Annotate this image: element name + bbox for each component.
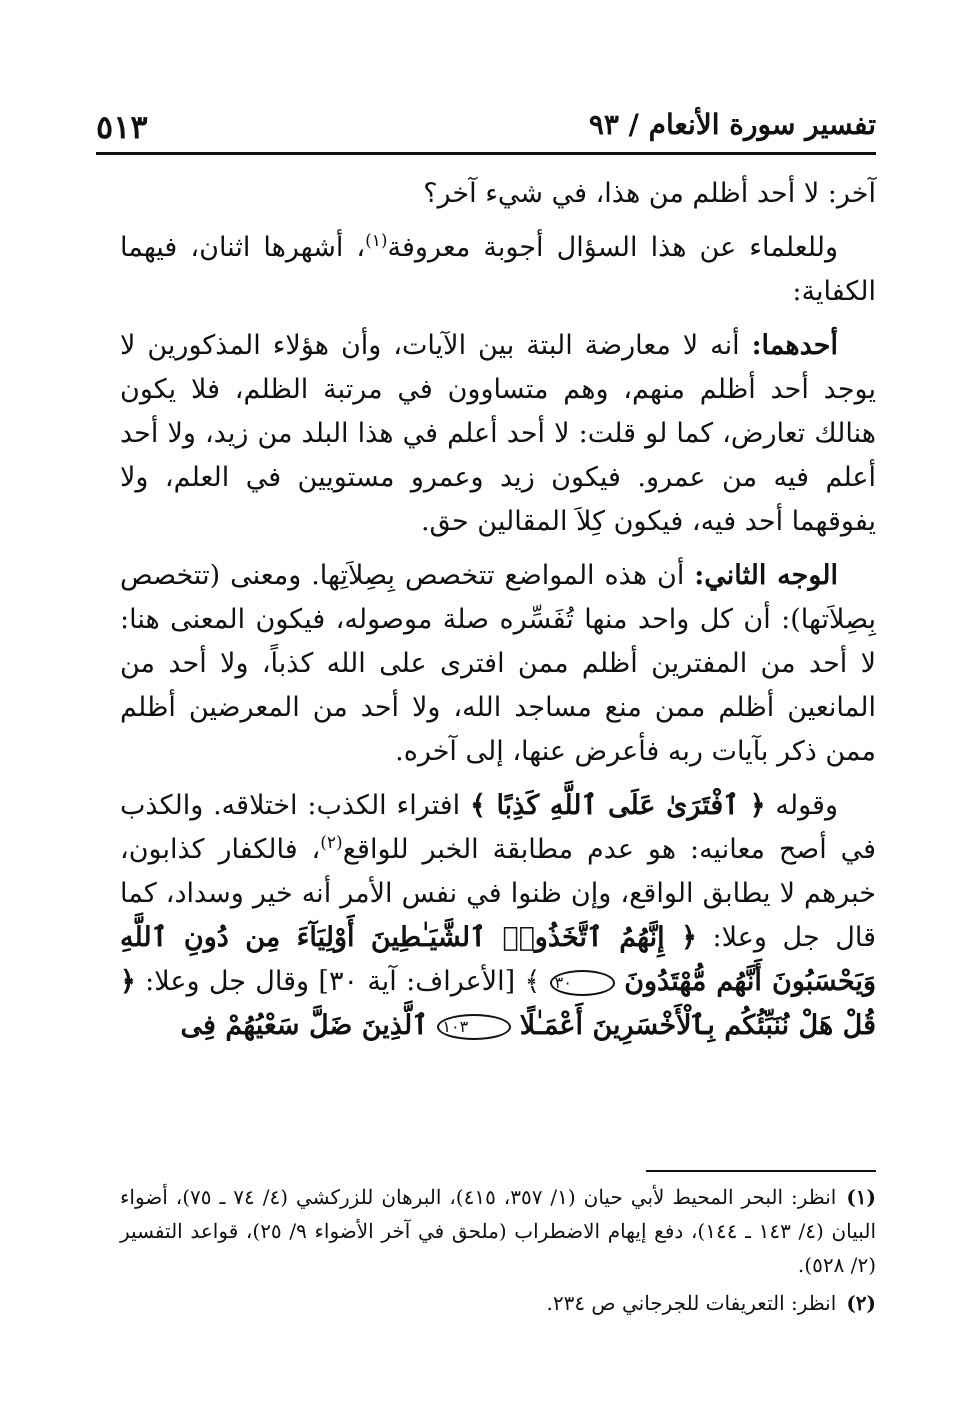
- footnote-number: (٢): [846, 1291, 876, 1315]
- quran-quote-4: ٱلَّذِينَ ضَلَّ سَعْيُهُمْ فِى: [180, 1010, 438, 1041]
- main-text: [120, 172, 876, 1058]
- footnote-ref-1[interactable]: (١): [365, 231, 388, 251]
- paragraph-first-answer: أحدهما: أنه لا معارضة البتة بين الآيات، وأن هؤلاء المذكورين لا يوجد أحد أظلم منهم، وهم متساوون في مرتبة الظلم، فلا يكون هنالك تعارض، كما لو قلت: لا أحد أعلم في هذا البلد من زيد، ولا أحد أعلم فيه من عمرو. فيكون زيد وعمرو مستويين في العلم، ولا يفوقهما أحد فيه، فيكون كِلاَ المقالين حق.: [120, 330, 876, 537]
- first-answer-heading: أحدهما:: [751, 330, 838, 361]
- ayah-number-marker: ١٠٣: [437, 1014, 511, 1040]
- footnote-separator: [646, 1170, 876, 1172]
- footnote-number: (١): [846, 1185, 877, 1209]
- header-rule: [96, 152, 876, 155]
- quran-quote-3: ﴿ قُلْ هَلْ نُنَبِّئُكُم بِٱلْأَخْسَرِينَ أَعْمَـٰلًا: [120, 966, 876, 1041]
- page-header: [96, 108, 876, 152]
- running-title: تفسير سورة الأنعام / ٩٣: [588, 108, 876, 141]
- footnote-2: (٢)انظر: التعريفات للجرجاني ص ٢٣٤.: [546, 1291, 876, 1315]
- second-answer-heading: الوجه الثاني:: [694, 560, 838, 591]
- footnotes: [120, 1180, 876, 1324]
- footnote-1: (١)انظر: البحر المحيط لأبي حيان (١/ ٣٥٧، ٤١٥)، البرهان للزركشي (٤/ ٧٤ ـ ٧٥)، أضواء البيان (٤/ ١٤٣ ـ ١٤٤)، دفع إيهام الاضطراب (ملحق في آخر الأضواء ٩/ ٢٥)، قواعد التفسير (٢/ ٥٢٨).: [120, 1185, 877, 1277]
- page-number: ٥١٣: [96, 108, 148, 146]
- ayah-number-marker: ٣٠: [550, 970, 615, 996]
- paragraph-lying: وقوله ﴿ ٱفْتَرَىٰ عَلَى ٱللَّهِ كَذِبًا ﴾ افتراء الكذب: اختلاقه. والكذب في أصح معانيه: هو عدم مطابقة الخبر للواقع$^{(٢)}$، فالكفار كذابون، خبرهم لا يطابق الواقع، وإن ظنوا في نفس الأمر أنه خير وسداد، كما قال جل وعلا: ﴿ إِنَّهُمُ ٱتَّخَذُوا۟ ٱلشَّيَـٰطِينَ أَوْلِيَآءَ مِن دُونِ ٱللَّهِ وَيَحْسَبُونَ أَنَّهُم مُّهْتَدُونَ ٣٠ ﴾ [الأعراف: آية ٣٠] وقال جل وعلا: ﴿ قُلْ هَلْ نُنَبِّئُكُم بِٱلْأَخْسَرِينَ أَعْمَـٰلًا ١٠٣ ٱلَّذِينَ ضَلَّ سَعْيُهُمْ فِى: [120, 790, 877, 1041]
- quran-quote-2: ﴿ إِنَّهُمُ ٱتَّخَذُوا۟ ٱلشَّيَـٰطِينَ أَوْلِيَآءَ مِن دُونِ ٱللَّهِ وَيَحْسَبُونَ أَنَّهُم مُّهْتَدُونَ: [120, 922, 876, 997]
- paragraph-1: آخر: لا أحد أظلم من هذا، في شيء آخر؟: [423, 178, 876, 209]
- footnote-ref-2[interactable]: (٢): [320, 833, 343, 853]
- quran-quote-1: ﴿ ٱفْتَرَىٰ عَلَى ٱللَّهِ كَذِبًا ﴾: [469, 790, 766, 821]
- paragraph-2: وللعلماء عن هذا السؤال أجوبة معروفة$^{(١)}$، أشهرها اثنان، فيهما الكفاية:: [120, 231, 876, 307]
- paragraph-second-answer: الوجه الثاني: أن هذه المواضع تتخصص بِصِلاَتِها. ومعنى (تتخصص بِصِلاَتها): أن كل واحد منها تُفَسِّره صلة موصوله، فيكون المعنى هنا: لا أحد من المفترين أظلم ممن افترى على الله كذباً، ولا أحد من المانعين أظلم ممن منع مساجد الله، ولا أحد من المعرضين أظلم ممن ذكر بآيات ربه فأعرض عنها، إلى آخره.: [120, 560, 876, 767]
